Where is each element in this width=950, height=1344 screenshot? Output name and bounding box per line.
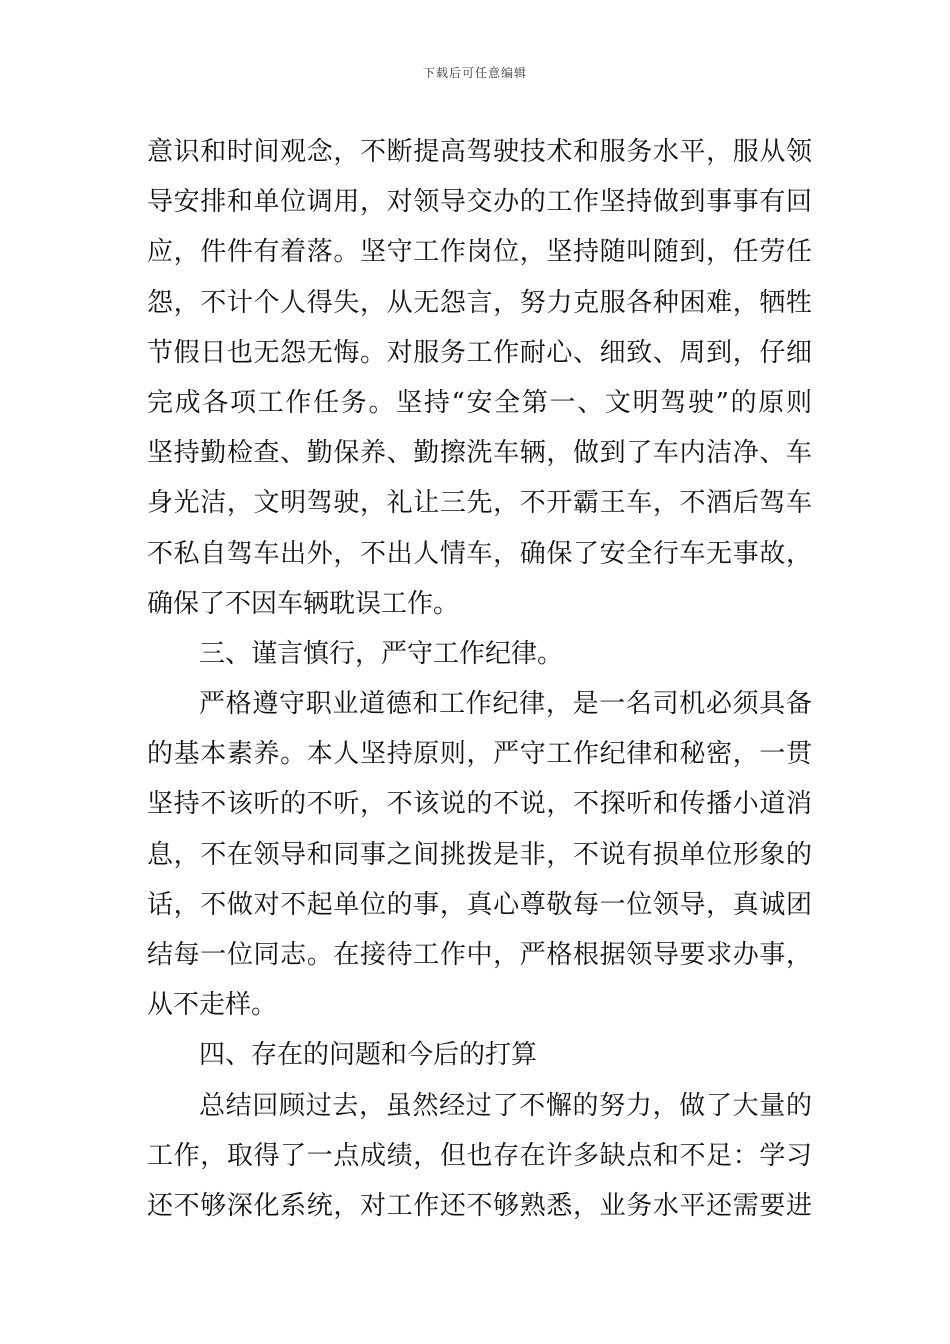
body-line: 的基本素养。本人坚持原则，严守工作纪律和秘密，一贯 — [147, 739, 812, 770]
body-line: 不私自驾车出外，不出人情车，确保了安全行车无事故， — [147, 538, 812, 569]
body-line: 结每一位同志。在接待工作中，严格根据领导要求办事， — [147, 940, 812, 970]
section-heading: 四、存在的问题和今后的打算 — [199, 1040, 538, 1071]
body-line: 话，不做对不起单位的事，真心尊敬每一位领导，真诚团 — [147, 889, 812, 920]
body-line: 意识和时间观念，不断提高驾驶技术和服务水平，服从领 — [147, 137, 812, 167]
document-body — [147, 127, 812, 1231]
body-line: 总结回顾过去，虽然经过了不懈的努力，做了大量的 — [199, 1090, 812, 1121]
body-line: 坚持不该听的不听，不该说的不说，不探听和传播小道消 — [147, 789, 812, 820]
header-note: 下载后可任意编辑 — [422, 66, 527, 80]
body-line: 从不走样。 — [147, 990, 278, 1021]
section-heading: 三、谨言慎行，严守工作纪律。 — [199, 638, 564, 669]
body-line: 确保了不因车辆耽误工作。 — [147, 588, 460, 619]
body-line: 节假日也无怨无悔。对服务工作耐心、细致、周到，仔细 — [147, 337, 812, 368]
body-line: 怨，不计个人得失，从无怨言，努力克服各种困难，牺牲 — [147, 287, 812, 318]
body-line: 身光洁，文明驾驶，礼让三先，不开霸王车，不酒后驾车 — [147, 488, 812, 519]
body-line: 坚持勤检查、勤保养、勤擦洗车辆，做到了车内洁净、车 — [147, 438, 812, 469]
body-line: 工作，取得了一点成绩，但也存在许多缺点和不足：学习 — [147, 1140, 812, 1171]
body-line: 还不够深化系统，对工作还不够熟悉，业务水平还需要进 — [147, 1190, 812, 1221]
body-line: 应，件件有着落。坚守工作岗位，坚持随叫随到，任劳任 — [147, 237, 812, 268]
body-line: 严格遵守职业道德和工作纪律，是一名司机必须具备 — [199, 689, 812, 720]
body-line: 息，不在领导和同事之间挑拨是非，不说有损单位形象的 — [147, 839, 812, 870]
body-line: 导安排和单位调用，对领导交办的工作坚持做到事事有回 — [147, 187, 812, 218]
body-line: 完成各项工作任务。坚持“安全第一、文明驾驶”的原则 — [147, 387, 812, 418]
